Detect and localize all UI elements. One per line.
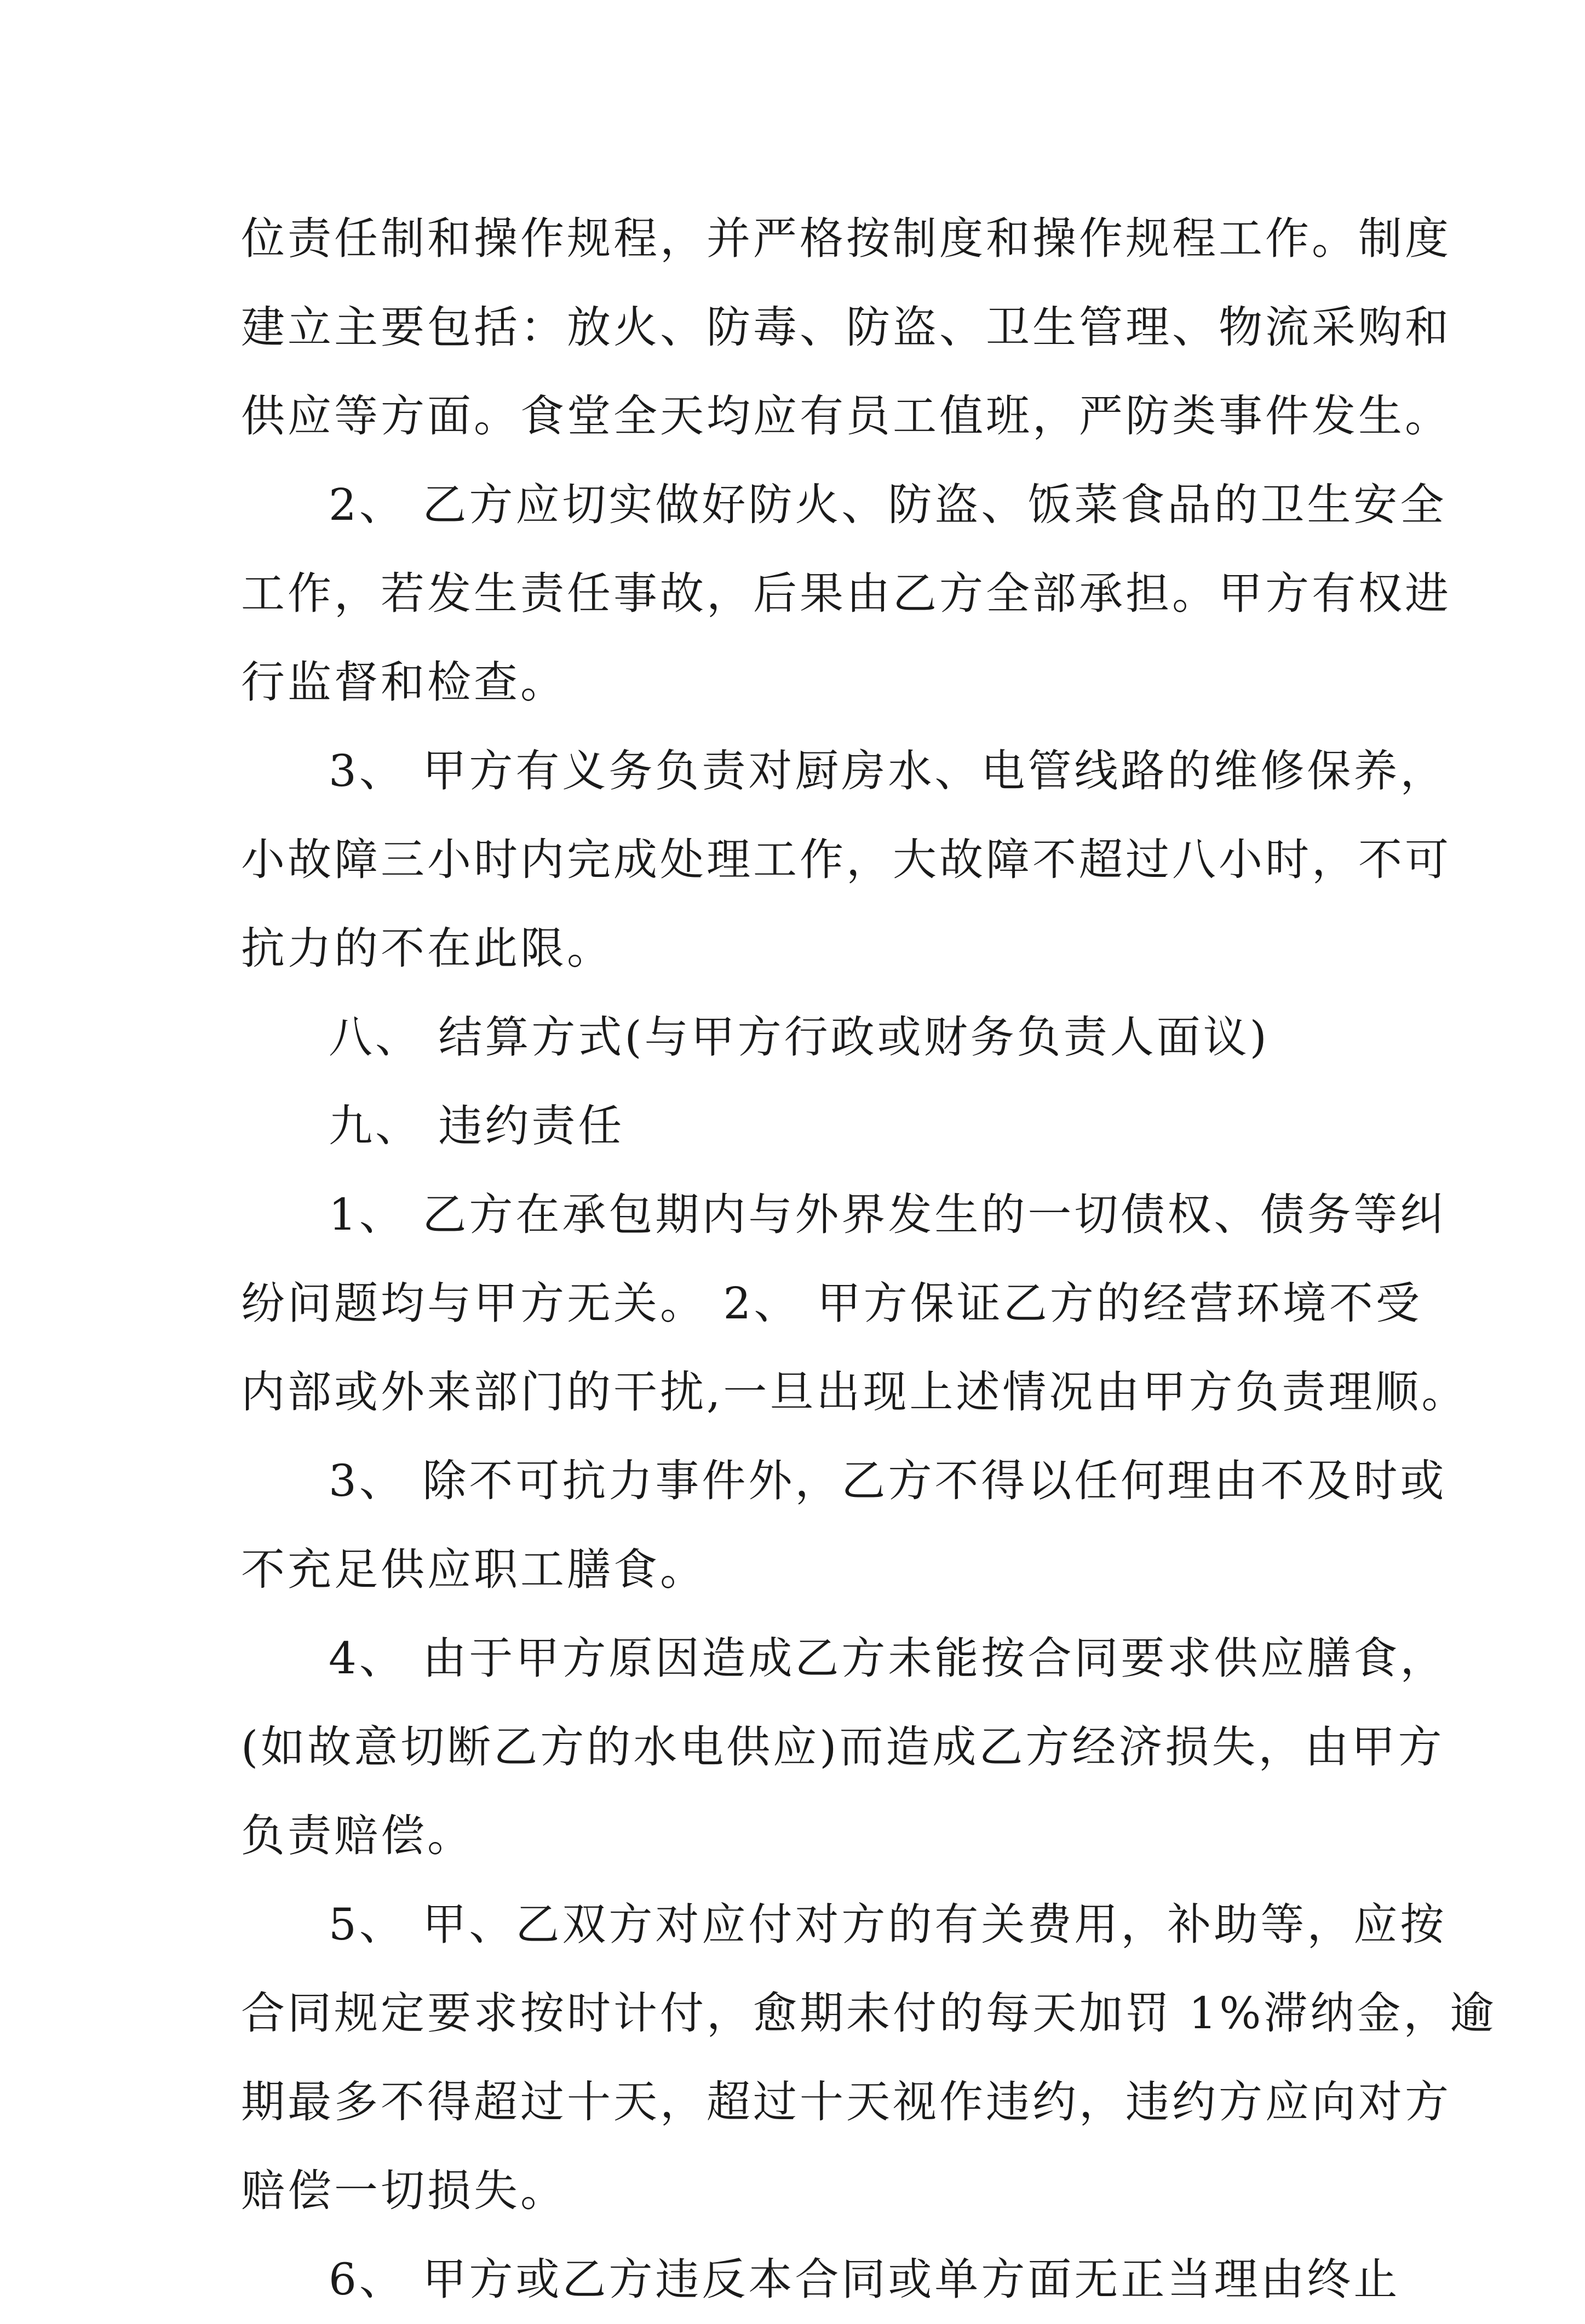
text-line: 负责赔偿。 [241, 1810, 474, 1861]
contract-body-text [241, 194, 1497, 2324]
section-heading-settlement: 八、 结算方式(与甲方行政或财务负责人面议) [329, 1012, 1270, 1063]
text-line: 4、 由于甲方原因造成乙方未能按合同要求供应膳食， [329, 1633, 1447, 1684]
text-line: 3、 甲方有义务负责对厨房水、电管线路的维修保养， [329, 745, 1447, 796]
text-line: 3、 除不可抗力事件外，乙方不得以任何理由不及时或 [329, 1455, 1447, 1506]
text-line: 内部或外来部门的干扰,一旦出现上述情况由甲方负责理顺。 [241, 1367, 1468, 1418]
text-line: 位责任制和操作规程，并严格按制度和操作规程工作。制度 [241, 213, 1451, 264]
text-line: 1、 乙方在承包期内与外界发生的一切债权、债务等纠 [329, 1189, 1447, 1240]
text-line: (如故意切断乙方的水电供应)而造成乙方经济损失，由甲方 [241, 1722, 1445, 1772]
text-line: 小故障三小时内完成处理工作，大故障不超过八小时，不可 [241, 834, 1451, 885]
text-line: 行监督和检查。 [241, 657, 567, 708]
text-line: 期最多不得超过十天，超过十天视作违约，违约方应向对方 [241, 2076, 1451, 2127]
text-line: 合同规定要求按时计付，愈期未付的每天加罚 1%滞纳金，逾 [241, 1988, 1497, 2039]
text-line: 5、 甲、乙双方对应付对方的有关费用，补助等，应按 [329, 1899, 1447, 1950]
text-line: 工作，若发生责任事故，后果由乙方全部承担。甲方有权进 [241, 568, 1451, 619]
text-line: 不充足供应职工膳食。 [241, 1544, 707, 1595]
text-line: 赔偿一切损失。 [241, 2165, 567, 2216]
text-line: 纷问题均与甲方无关。 2、 甲方保证乙方的经营环境不受 [241, 1278, 1422, 1329]
text-line: 供应等方面。食堂全天均应有员工值班，严防类事件发生。 [241, 391, 1451, 441]
text-line: 6、 甲方或乙方违反本合同或单方面无正当理由终止 [329, 2254, 1400, 2305]
section-heading-liability: 九、 违约责任 [329, 1100, 625, 1151]
text-line: 抗力的不在此限。 [241, 923, 613, 974]
text-line: 建立主要包括：放火、防毒、防盗、卫生管理、物流采购和 [241, 302, 1451, 353]
text-line: 2、 乙方应切实做好防火、防盗、饭菜食品的卫生安全 [329, 479, 1447, 530]
